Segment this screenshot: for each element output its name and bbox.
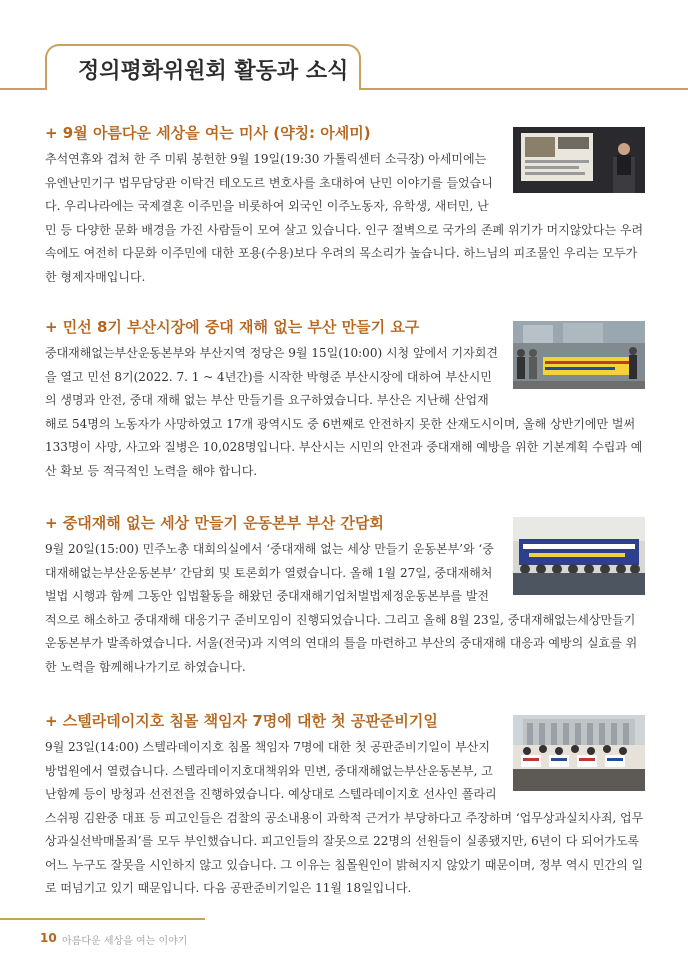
photo-group-banner: [513, 517, 645, 595]
photo-court-protest: [513, 715, 645, 791]
article-meeting: [45, 512, 645, 679]
page-header: [0, 0, 688, 100]
photo-mass-lecture: [513, 127, 645, 193]
article-body: 중대재해없는부산운동본부와 부산지역 정당은 9월 15일(10:00) 시청 앞에서 기자회견을 열고 민선 8기(2022. 7. 1 ~ 4년간)를 시작한 박형준 부산시장에 대하여 부산시민의 생명과 안전, 중대 재해 없는 부산 만들기를 요구하였습니다. 부산은 지난해 산업재해로 54명의 노동자가 사망하였고 17개 광역시도 중 6번째로 안전하지 못한 산재도시이며, 올해 상반기에만 벌써 133명이 사망, 사고와 질병은 10,028명입니다. 부산시는 시민의 안전과 중대재해 예방을 위한 기본계획 수립과 예산 확보 등 적극적인 노력을 해야 합니다.: [45, 346, 643, 478]
article-asemi: [45, 122, 645, 289]
article-stellar-daisy: [45, 710, 645, 901]
footer-rule: [0, 918, 205, 920]
article-busan-mayor: [45, 316, 645, 483]
article-body: 추석연휴와 겹쳐 한 주 미뤄 봉헌한 9월 19일(19:30 가톨릭센터 소극장) 아세미에는 유엔난민기구 법무담당관 이탁건 테오도르 변호사를 초대하여 난민 이야기를 들었습니다. 우리나라에는 국제결혼 이주민을 비롯하여 외국인 이주노동자, 유학생, 새터민, 난민 등 다양한 문화 배경을 가진 사람들이 모여 살고 있습니다. 인구 절벽으로 국가의 존폐 위기가 머지않았다는 우려 속에도 여전히 다문화 이주민에 대한 포용(수용)보다 우려의 목소리가 높습니다. 하느님의 피조물인 우리는 모두가 한 형제자매입니다.: [45, 152, 644, 284]
page-title: 정의평화위원회 활동과 소식: [78, 59, 349, 84]
article-title: + 스텔라데이지호 침몰 책임자 7명에 대한 첫 공판준비기일: [45, 712, 438, 730]
page-number: 10: [40, 931, 57, 945]
publication-name: 아름다운 세상을 여는 이야기: [62, 936, 188, 947]
article-title: + 중대재해 없는 세상 만들기 운동본부 부산 간담회: [45, 514, 384, 532]
article-body: 9월 23일(14:00) 스텔라데이지호 침몰 책임자 7명에 대한 첫 공판준비기일이 부산지방법원에서 열렸습니다. 스텔라데이지호대책위와 민변, 중대재해없는부산운동본부, 고난함께 등이 방청과 선전전을 진행하였습니다. 예상대로 스텔라데이지호 선사인 폴라리스쉬핑 김완중 대표 등 피고인들은 검찰의 공소내용이 과학적 근거가 부당하다고 주장하며 ‘업무상과실치사죄, 업무상과실선박매몰죄’를 모두 부인했습니다. 피고인들의 잘못으로 22명의 선원들이 실종됐지만, 6년이 다 되어가도록 어느 누구도 잘못을 시인하지 않고 있습니다. 그 이유는 침몰원인이 밝혀지지 않았기 때문이며, 정부 역시 민간의 일로 떠넘기고 있기 때문입니다. 다음 공판준비기일은 11월 18일입니다.: [45, 740, 644, 895]
article-body: 9월 20일(15:00) 민주노총 대회의실에서 ‘중대재해 없는 세상 만들기 운동본부’와 ‘중대재해없는부산운동본부’ 간담회 및 토론회가 열렸습니다. 올해 1월 27일, 중대재해처벌법 시행과 함께 그동안 입법활동을 해왔던 중대재해기업처벌법제정운동본부를 발전적으로 해소하고 중대재해 대응기구 준비모임이 진행되었습니다. 그리고 올해 8월 23일, 중대재해없는세상만들기운동본부가 발족하였습니다. 서울(전국)과 지역의 연대의 틀을 마련하고 부산의 중대재해 대응과 예방의 실효를 위한 노력을 함께해나가기로 하였습니다.: [45, 542, 638, 674]
article-title: + 민선 8기 부산시장에 중대 재해 없는 부산 만들기 요구: [45, 318, 420, 336]
photo-press-conference: [513, 321, 645, 389]
article-title: + 9월 아름다운 세상을 여는 미사 (약칭: 아세미): [45, 124, 371, 142]
